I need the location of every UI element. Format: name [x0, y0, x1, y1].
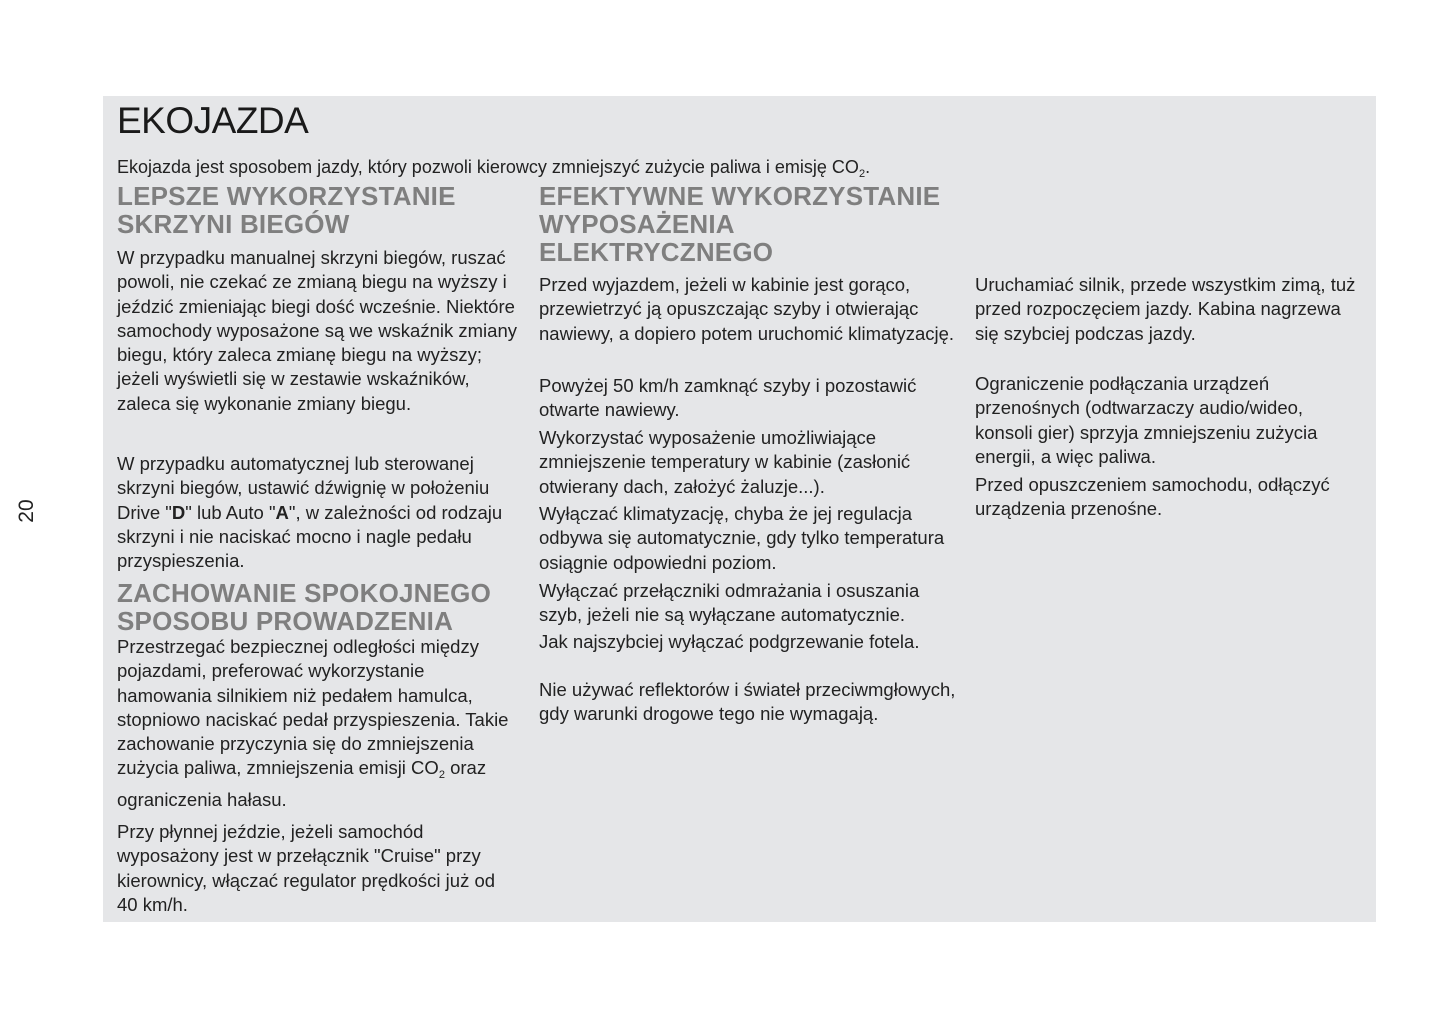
paragraph-air-conditioning: Wyłączać klimatyzację, chyba że jej regulacja odbywa się automatycznie, gdy tylko temperatura osiągnie odpowiedni poziom. — [539, 503, 945, 573]
paragraph-safe-distance: Przestrzegać bezpiecznej odległości między pojazdami, preferować wykorzystanie hamowania silnikiem niż pedałem hamulca, stopniowo naciskać pedał przyspieszenia. Takie zachowanie przyczynia się do zmniejszenia zużycia paliwa, zmniejszenia emisji $CO_2$ oraz ograniczenia hałasu. — [117, 636, 509, 810]
paragraph-automatic-gearbox: W przypadku automatycznej lub sterowanej skrzyni biegów, ustawić dźwignię w położeniu Drive "D" lub Auto "A", w zależności od rodzaju skrzyni i nie naciskać mocno i nagle pedału przyspieszenia. — [117, 453, 503, 572]
paragraph-disconnect-devices: Przed opuszczeniem samochodu, odłączyć urządzenia przenośne. — [975, 474, 1330, 520]
paragraph-reduce-temperature: Wykorzystać wyposażenie umożliwiające zmniejszenie temperatury w kabinie (zasłonić otwierany dach, założyć żaluzje...). — [539, 427, 911, 497]
paragraph-defrost-switches: Wyłączać przełączniki odmrażania i osuszania szyb, jeżeli nie są wyłączane automatycznie. — [539, 580, 920, 626]
page-number: 20 — [15, 499, 38, 523]
paragraph-ventilate: Przed wyjazdem, jeżeli w kabinie jest gorąco, przewietrzyć ją opuszczając szyby i otwierając nawiewy, a dopiero potem uruchomić klimatyzację. — [539, 274, 955, 344]
page-title: EKOJAZDA — [117, 100, 309, 141]
paragraph-fog-lights: Nie używać reflektorów i świateł przeciwmgłowych, gdy warunki drogowe tego nie wymagają. — [539, 679, 956, 725]
paragraph-seat-heating: Jak najszybciej wyłączać podgrzewanie fotela. — [539, 631, 920, 652]
paragraph-close-windows: Powyżej 50 km/h zamknąć szyby i pozostawić otwarte nawiewy. — [539, 375, 917, 421]
paragraph-manual-gearbox: W przypadku manualnej skrzyni biegów, ruszać powoli, nie czekać ze zmianą biegu na wyższy i jeździć zmieniając biegi dość wcześnie. Niektóre samochody wyposażone są we wskaźnik zmiany biegu, który zaleca zmianę biegu na wyższy; jeżeli wyświetli się w zestawie wskaźników, zaleca się wykonanie zmiany biegu. — [117, 247, 517, 414]
heading-electrical-equipment: EFEKTYWNE WYKORZYSTANIE WYPOSAŻENIA ELEKTRYCZNEGO — [539, 181, 941, 267]
heading-gearbox: LEPSZE WYKORZYSTANIE SKRZYNI BIEGÓW — [117, 181, 456, 239]
paragraph-portable-devices: Ograniczenie podłączania urządzeń przenośnych (odtwarzaczy audio/wideo, konsoli gier) sprzyja zmniejszeniu zużycia energii, a więc paliwa. — [975, 373, 1318, 467]
intro-text: Ekojazda jest sposobem jazdy, który pozwoli kierowcy zmniejszyć zużycie paliwa i emisję $CO_2$. — [117, 157, 871, 180]
paragraph-cruise-control: Przy płynnej jeździe, jeżeli samochód wyposażony jest w przełącznik "Cruise" przy kierownicy, włączać regulator prędkości już od 40 km/h. — [117, 821, 496, 915]
heading-calm-driving: ZACHOWANIE SPOKOJNEGO SPOSOBU PROWADZENIA — [117, 578, 492, 636]
paragraph-start-engine: Uruchamiać silnik, przede wszystkim zimą, tuż przed rozpoczęciem jazdy. Kabina nagrzewa się szybciej podczas jazdy. — [975, 274, 1356, 344]
